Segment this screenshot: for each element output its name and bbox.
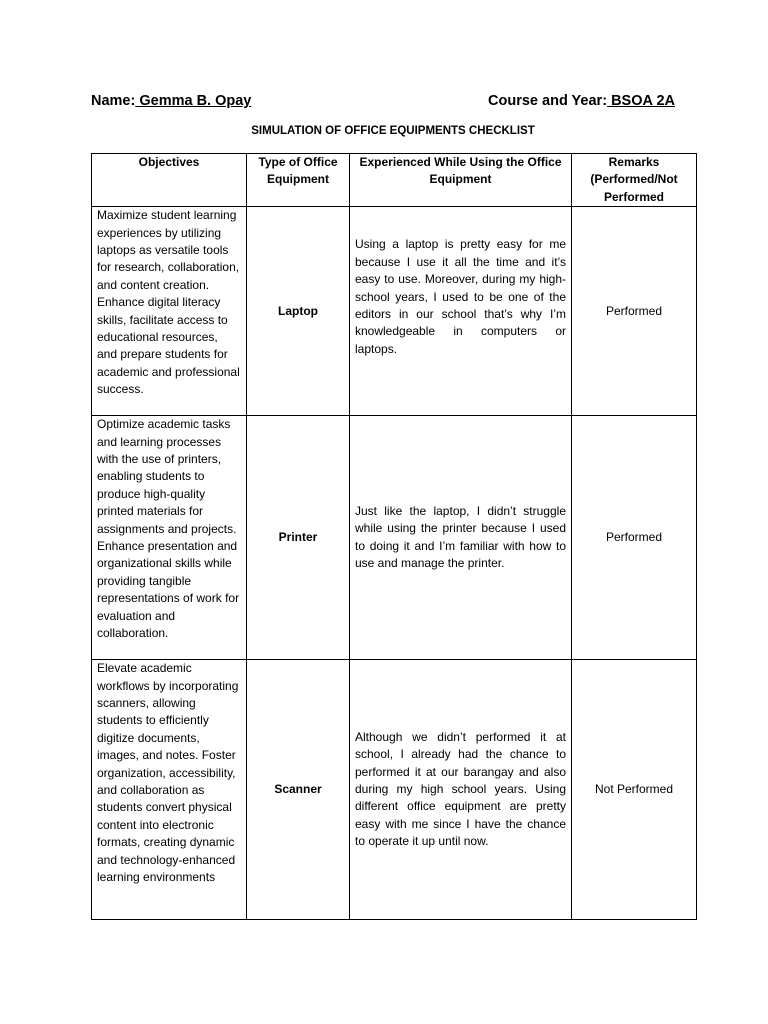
equipment-cell: Laptop [247, 207, 350, 416]
column-header-objectives: Objectives [92, 154, 247, 207]
remarks-cell: Performed [572, 207, 697, 416]
experience-cell: Just like the laptop, I didn’t struggle while using the printer because I used to doing it and I’m familiar with how to use and manage the printer. [350, 416, 572, 660]
objective-cell: Elevate academic workflows by incorporating scanners, allowing students to efficiently digitize documents, images, and notes. Foster organization, accessibility, and collaboration as students convert physical content into electronic formats, creating dynamic and technology-enhanced learning environments [92, 660, 247, 920]
experience-cell [350, 207, 572, 416]
column-header-remarks: Remarks (Performed/Not Performed [572, 154, 697, 207]
document-header [91, 93, 675, 113]
table-header-row [92, 154, 697, 207]
name-field [91, 93, 251, 109]
table-row [92, 660, 697, 920]
table-row [92, 416, 697, 660]
document-title: SIMULATION OF OFFICE EQUIPMENTS CHECKLIST [251, 125, 535, 137]
column-header-experience: Experienced While Using the Office Equipment [350, 154, 572, 207]
table-row [92, 207, 697, 416]
experience-cell: Although we didn’t performed it at school, I already had the chance to performed it at our barangay and also during my high school years. Using different office equipment are pretty easy with me since I have the chance to operate it up until now. [350, 660, 572, 920]
experience-text: Using a laptop is pretty easy for me because I use it all the time and it’s easy to use. Moreover, during my high-school years, I used to be one of the editors in our school that’s why I’m knowledgeable in computers or laptops. [355, 237, 566, 356]
column-header-equipment-type: Type of Office Equipment [247, 154, 350, 207]
name-value: Gemma B. Opay [135, 93, 252, 109]
objective-cell: Maximize student learning experiences by utilizing laptops as versatile tools for research, collaboration, and content creation. Enhance digital literacy skills, facilitate access to educational resources, and prepare students for academic and professional success. [92, 207, 247, 416]
remarks-cell: Not Performed [572, 660, 697, 920]
course-year-field [488, 93, 675, 109]
course-label: Course and Year: [488, 93, 608, 109]
equipment-cell: Scanner [247, 660, 350, 920]
checklist-table [91, 153, 697, 920]
remarks-cell: Performed [572, 416, 697, 660]
name-label: Name: [91, 93, 136, 109]
course-value: BSOA 2A [607, 93, 675, 109]
equipment-cell: Printer [247, 416, 350, 660]
objective-cell: Optimize academic tasks and learning processes with the use of printers, enabling students to produce high-quality printed materials for assignments and projects. Enhance presentation and organizational skills while providing tangible representations of work for evaluation and collaboration. [92, 416, 247, 660]
